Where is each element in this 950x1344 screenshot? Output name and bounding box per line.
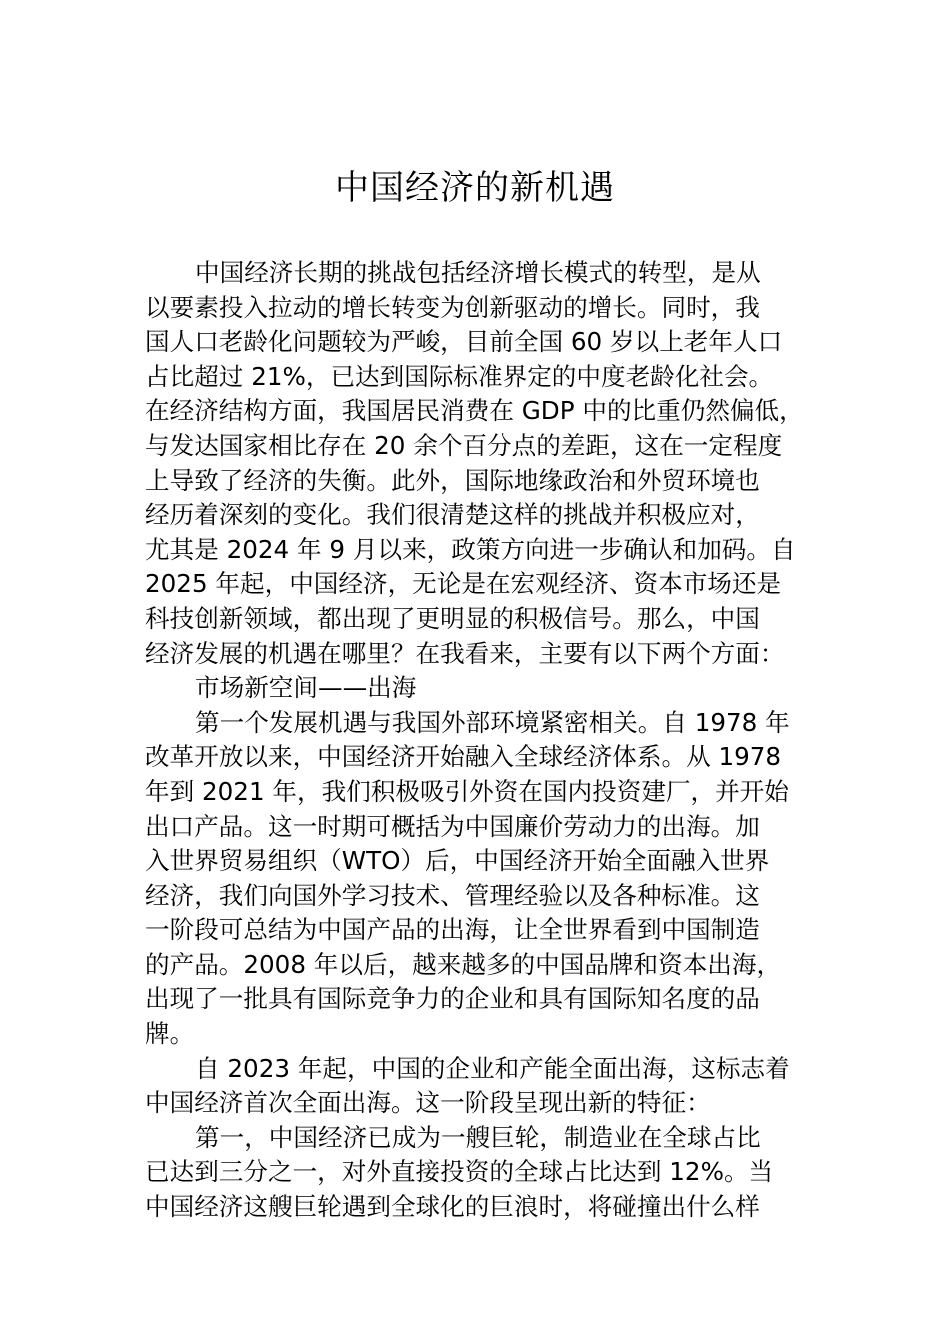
paragraph-line: 尤其是 2024 年 9 月以来，政策方向进一步确认和加码。自 [145,534,796,564]
paragraph-line: 中国经济这艘巨轮遇到全球化的巨浪时，将碰撞出什么样 [145,1192,760,1222]
document-title: 中国经济的新机遇 [335,168,615,208]
paragraph-line: 以要素投入拉动的增长转变为创新驱动的增长。同时，我 [145,292,760,322]
document-body [145,256,825,1225]
paragraph-line: 第一个发展机遇与我国外部环境紧密相关。自 1978 年 [195,707,790,737]
paragraph-line: 国人口老龄化问题较为严峻，目前全国 60 岁以上老年人口 [145,327,783,357]
paragraph-line: 科技创新领域，都出现了更明显的积极信号。那么，中国 [145,603,760,633]
paragraph-line: 入世界贸易组织（WTO）后，中国经济开始全面融入世界 [145,846,770,876]
paragraph-line: 第一，中国经济已成为一艘巨轮，制造业在全球占比 [195,1122,761,1152]
paragraph-line: 牌。 [145,1019,195,1049]
paragraph-line: 占比超过 21%，已达到国际标准界定的中度老龄化社会。 [145,361,774,391]
paragraph-line: 经济，我们向国外学习技术、管理经验以及各种标准。这 [145,880,760,910]
paragraph-line: 已达到三分之一，对外直接投资的全球占比达到 12%。当 [145,1157,774,1187]
paragraph-line: 的产品。2008 年以后，越来越多的中国品牌和资本出海， [145,949,782,979]
paragraph-line: 2025 年起，中国经济，无论是在宏观经济、资本市场还是 [145,569,782,599]
paragraph-line: 经济发展的机遇在哪里？在我看来，主要有以下两个方面： [145,638,785,668]
paragraph-line: 经历着深刻的变化。我们很清楚这样的挑战并积极应对， [145,500,760,530]
paragraph-line: 中国经济长期的挑战包括经济增长模式的转型，是从 [195,258,761,287]
paragraph-line: 出口产品。这一时期可概括为中国廉价劳动力的出海。加 [145,811,760,841]
paragraph-line: 中国经济首次全面出海。这一阶段呈现出新的特征： [145,1088,711,1118]
paragraph-line: 年到 2021 年，我们积极吸引外资在国内投资建厂，并开始 [145,776,789,806]
paragraph-line: 改革开放以来，中国经济开始融入全球经济体系。从 1978 [145,742,782,772]
paragraph-line: 出现了一批具有国际竞争力的企业和具有国际知名度的品 [145,984,760,1014]
paragraph-line: 一阶段可总结为中国产品的出海，让全世界看到中国制造 [145,915,760,945]
paragraph-line: 与发达国家相比存在 20 余个百分点的差距，这在一定程度 [145,430,783,460]
paragraph-line: 自 2023 年起，中国的企业和产能全面出海，这标志着 [195,1053,790,1083]
paragraph-line: 在经济结构方面，我国居民消费在 GDP 中的比重仍然偏低， [145,396,804,426]
paragraph-line: 上导致了经济的失衡。此外，国际地缘政治和外贸环境也 [145,465,760,495]
section-heading: 市场新空间——出海 [195,673,417,703]
